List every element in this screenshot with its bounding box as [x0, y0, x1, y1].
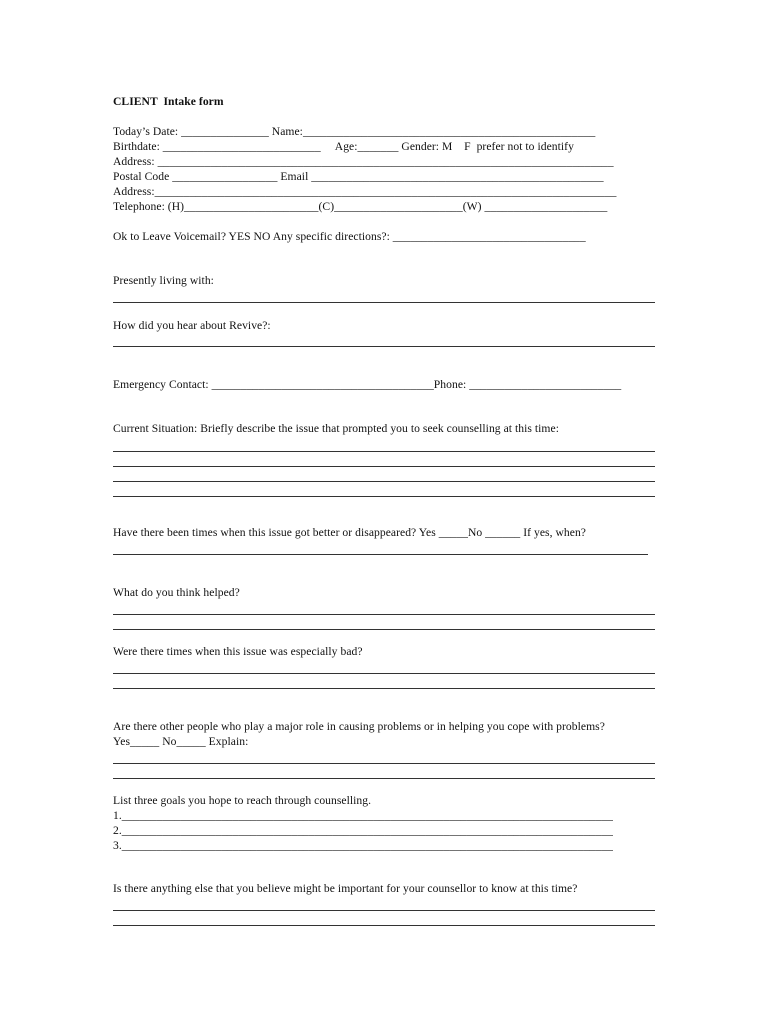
goals-question: List three goals you hope to reach through counselling.	[113, 794, 372, 807]
bad-question: Were there times when this issue was especially bad?	[113, 645, 363, 658]
current-situation-answer-line	[113, 451, 655, 452]
yes-no-explain-line: Yes_____ No_____ Explain:	[113, 735, 249, 748]
current-situation-answer-line	[113, 496, 655, 497]
living-with-answer-line	[113, 302, 655, 303]
goal-3-line: 3.____________________________________________________________________________________	[113, 839, 613, 852]
hear-about-question: How did you hear about Revive?:	[113, 319, 271, 332]
better-answer-line	[113, 554, 648, 555]
current-situation-answer-line	[113, 466, 655, 467]
postal-email-line: Postal Code __________________ Email __________________________________________________	[113, 170, 604, 183]
anything-else-answer-line	[113, 925, 655, 926]
other-people-answer-line	[113, 778, 655, 779]
current-situation-question: Current Situation: Briefly describe the issue that prompted you to seek counselling at this time:	[113, 422, 559, 435]
telephone-line: Telephone: (H)_______________________(C)______________________(W) _____________________	[113, 200, 608, 213]
voicemail-line: Ok to Leave Voicemail? YES NO Any specific directions?: _________________________________	[113, 230, 586, 243]
helped-answer-line	[113, 614, 655, 615]
bad-answer-line	[113, 688, 655, 689]
form-title: CLIENT Intake form	[113, 95, 224, 108]
hear-about-answer-line	[113, 346, 655, 347]
address-line-2: Address:_______________________________________________________________________________	[113, 185, 617, 198]
todays-date-name-line: Today’s Date: _______________ Name:__________________________________________________	[113, 125, 596, 138]
goal-2-line: 2.____________________________________________________________________________________	[113, 824, 613, 837]
anything-else-answer-line	[113, 910, 655, 911]
helped-question: What do you think helped?	[113, 586, 240, 599]
living-with-question: Presently living with:	[113, 274, 214, 287]
birthdate-age-gender-line: Birthdate: ___________________________ Age:_______ Gender: M F prefer not to identify	[113, 140, 574, 153]
emergency-contact-line: Emergency Contact: ______________________________________Phone: __________________________	[113, 378, 622, 391]
other-people-answer-line	[113, 763, 655, 764]
goal-1-line: 1.____________________________________________________________________________________	[113, 809, 613, 822]
other-people-question: Are there other people who play a major role in causing problems or in helping you cope with problems?	[113, 720, 605, 733]
current-situation-answer-line	[113, 481, 655, 482]
helped-answer-line	[113, 629, 655, 630]
anything-else-question: Is there anything else that you believe might be important for your counsellor to know at this time?	[113, 882, 578, 895]
bad-answer-line	[113, 673, 655, 674]
address-line-1: Address: ______________________________________________________________________________	[113, 155, 614, 168]
better-question: Have there been times when this issue got better or disappeared? Yes _____No ______ If yes, when?	[113, 526, 586, 539]
